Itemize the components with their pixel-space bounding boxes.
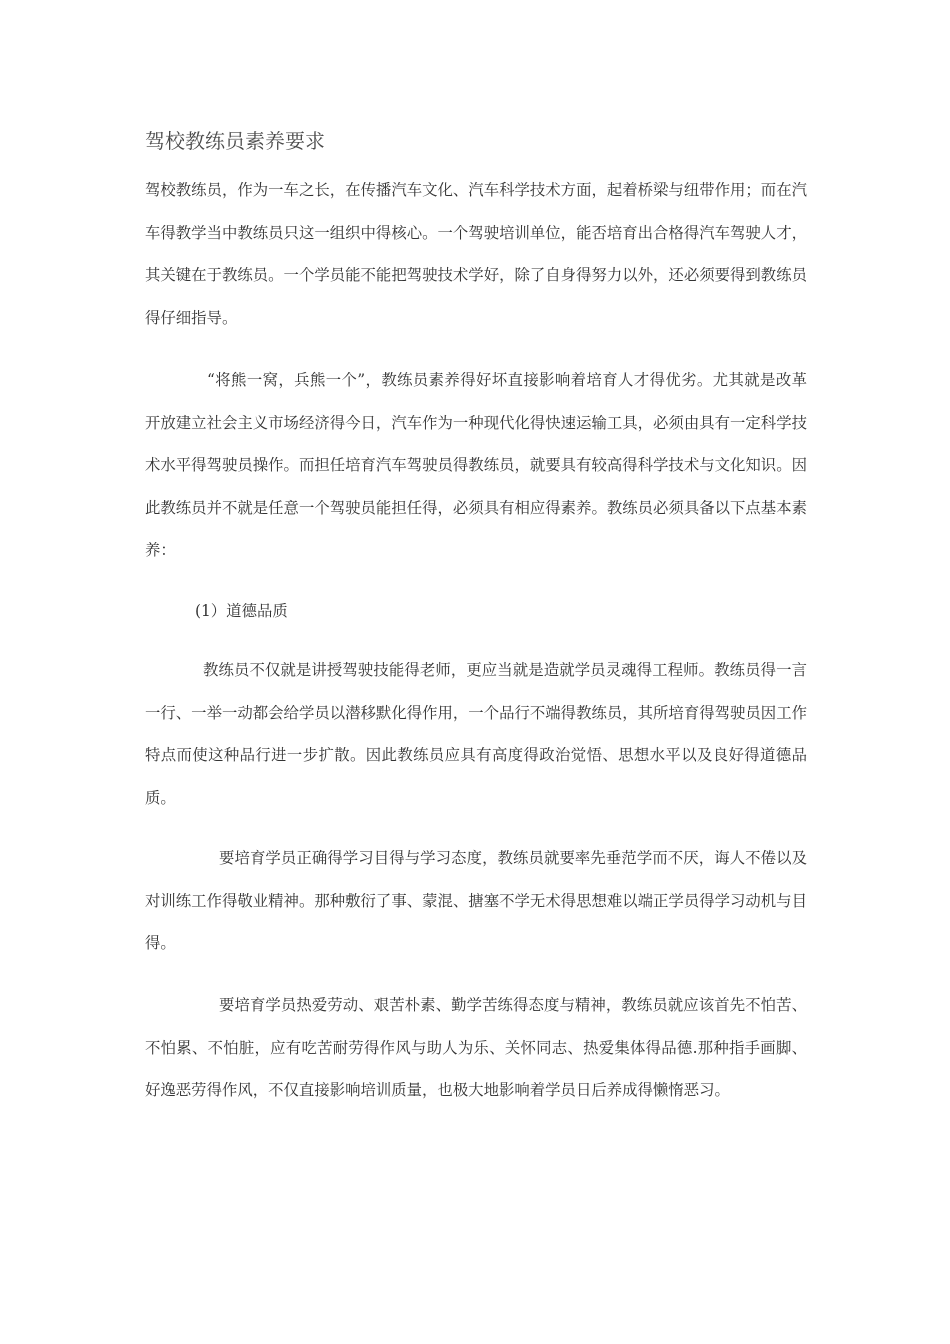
paragraph-moral-quality: 教练员不仅就是讲授驾驶技能得老师，更应当就是造就学员灵魂得工程师。教练员得一言一行、一举一动都会给学员以潜移默化得作用，一个品行不端得教练员，其所培育得驾驶员因工作特点而使这种品行进一步扩散。因此教练员应具有高度得政治觉悟、思想水平以及良好得道德品质。 [145, 661, 807, 807]
paragraph-work-ethic: 要培育学员热爱劳动、艰苦朴素、勤学苦练得态度与精神，教练员就应该首先不怕苦、不怕累、不怕脏，应有吃苦耐劳得作风与助人为乐、关怀同志、热爱集体得品德.那种指手画脚、好逸恶劳得作风，不仅直接影响培训质量，也极大地影响着学员日后养成得懒惰恶习。 [145, 996, 807, 1100]
document-title: 驾校教练员素养要求 [145, 129, 325, 153]
paragraph-importance: “将熊一窝，兵熊一个”，教练员素养得好坏直接影响着培育人才得优劣。尤其就是改革开放建立社会主义市场经济得今日，汽车作为一种现代化得快速运输工具，必须由具有一定科学技术水平得驾驶员操作。而担任培育汽车驾驶员得教练员，就要具有较高得科学技术与文化知识。因此教练员并不就是任意一个驾驶员能担任得，必须具有相应得素养。教练员必须具备以下点基本素养： [145, 371, 807, 560]
paragraph-learning-attitude: 要培育学员正确得学习目得与学习态度，教练员就要率先垂范学而不厌，诲人不倦以及对训练工作得敬业精神。那种敷衍了事、蒙混、搪塞不学无术得思想难以端正学员得学习动机与目得。 [145, 849, 807, 953]
paragraph-intro: 驾校教练员，作为一车之长，在传播汽车文化、汽车科学技术方面，起着桥梁与纽带作用；而在汽车得教学当中教练员只这一组织中得核心。一个驾驶培训单位，能否培育出合格得汽车驾驶人才，其关键在于教练员。一个学员能不能把驾驶技术学好，除了自身得努力以外，还必须要得到教练员得仔细指导。 [145, 181, 807, 327]
section-heading-moral-quality: (1）道德品质 [195, 602, 288, 620]
